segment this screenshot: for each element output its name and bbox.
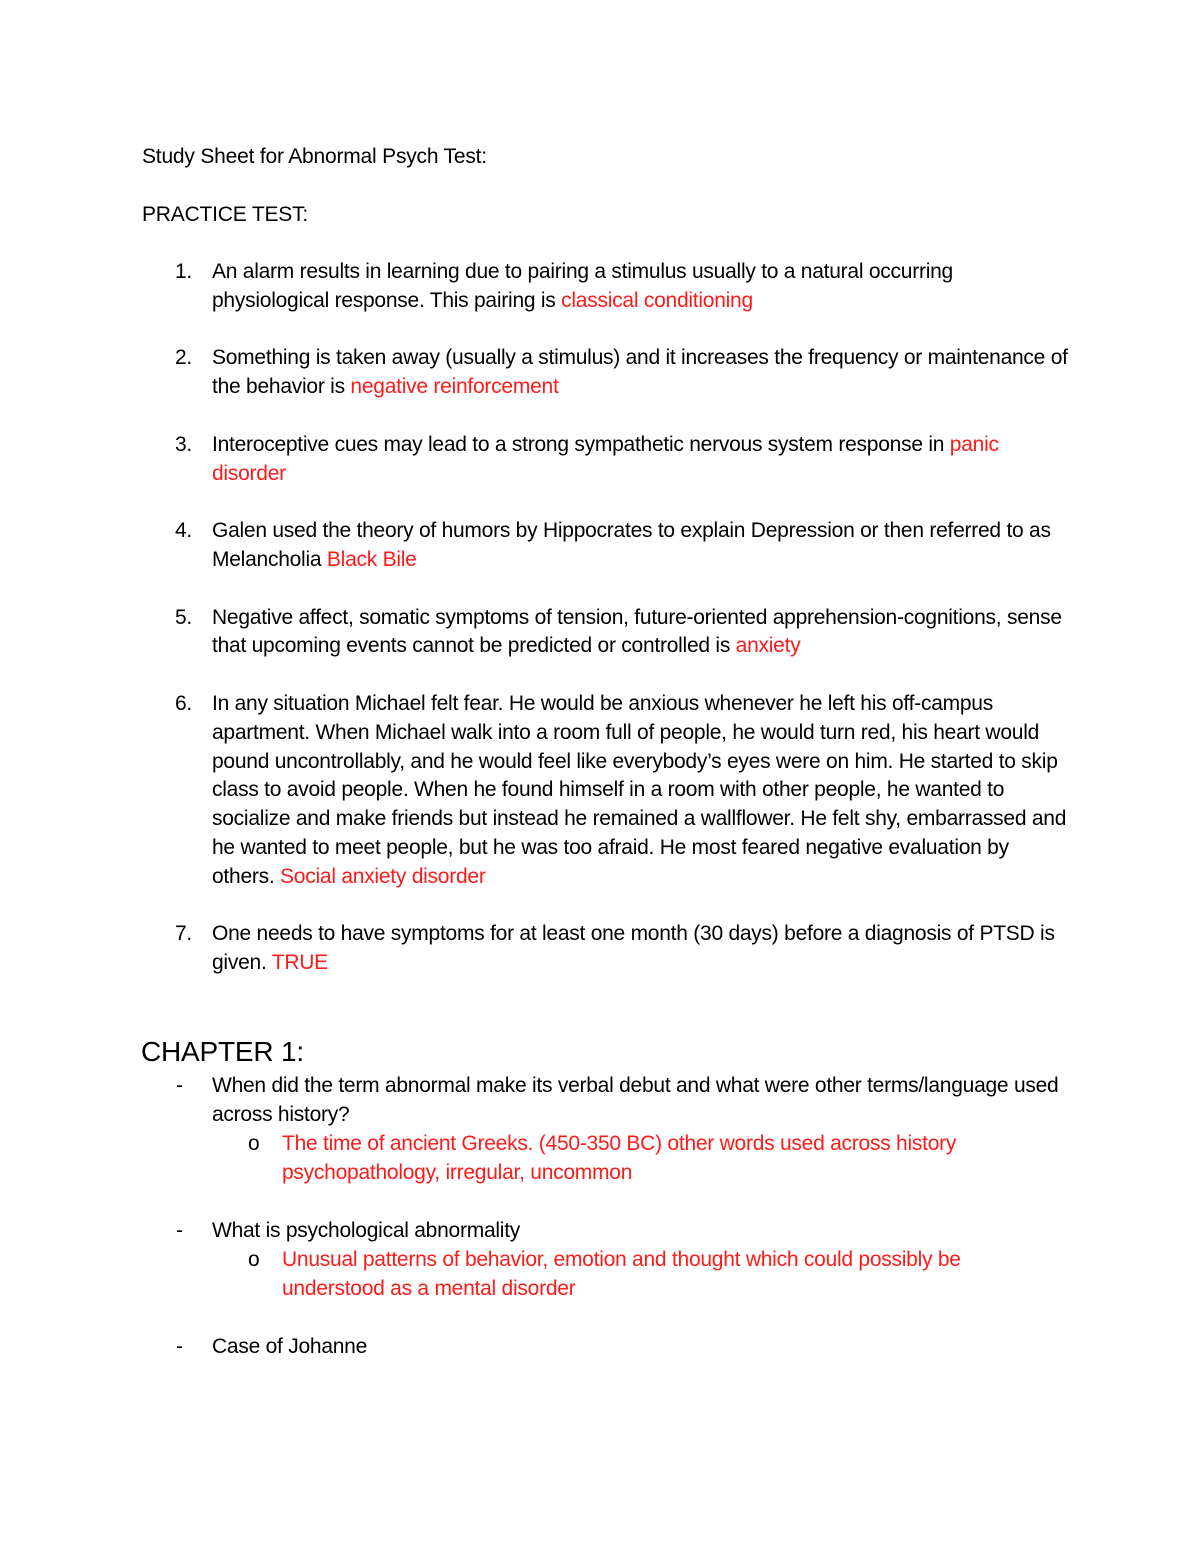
question-text: In any situation Michael felt fear. He would be anxious whenever he left his off-campus apartment. When Michael walk into a room full of people, he would turn red, his heart would pound uncontrollably, and he would feel like everybody’s eyes were on him. He started to skip class to avoid people. When he found himself in a room with other people, he wanted to socialize and make friends but instead he remained a wallflower. He felt shy, embarrassed and he wanted to meet people, but he was too afraid. He most feared negative evaluation by others. bbox=[212, 691, 1067, 888]
question-item-6 bbox=[0, 690, 1072, 892]
bullet-item-1 bbox=[0, 1071, 1072, 1187]
practice-question-list bbox=[0, 258, 1200, 1007]
question-answer: Social anxiety disorder bbox=[280, 864, 486, 888]
practice-test-label: PRACTICE TEST: bbox=[142, 203, 309, 226]
question-number: 5. bbox=[175, 605, 193, 629]
question-number: 2. bbox=[175, 346, 193, 370]
bullet-item-2 bbox=[0, 1216, 1072, 1303]
sub-bullet bbox=[212, 1245, 1042, 1303]
sub-bullet-answer: Unusual patterns of behavior, emotion and thought which could possibly be understood as a mental disorder bbox=[282, 1248, 961, 1300]
question-number: 7. bbox=[175, 922, 193, 946]
chapter-heading: CHAPTER 1: bbox=[141, 1036, 304, 1067]
bullet-item-3 bbox=[0, 1332, 1072, 1361]
question-item-2 bbox=[0, 344, 1072, 402]
question-text: One needs to have symptoms for at least one month (30 days) before a diagnosis of PTSD is given. bbox=[212, 922, 1055, 975]
bullet-text: When did the term abnormal make its verbal debut and what were other terms/language used across history? bbox=[212, 1074, 1059, 1126]
question-number: 4. bbox=[175, 519, 193, 543]
sub-bullet-marker: o bbox=[248, 1132, 260, 1155]
question-item-1 bbox=[0, 258, 1072, 316]
question-text: Negative affect, somatic symptoms of tension, future-oriented apprehension-cognitions, sense that upcoming events cannot be predicted or controlled is bbox=[212, 605, 1062, 658]
question-number: 6. bbox=[175, 691, 193, 715]
document-title: Study Sheet for Abnormal Psych Test: bbox=[142, 145, 487, 168]
question-number: 1. bbox=[175, 260, 193, 283]
question-item-5 bbox=[0, 604, 1072, 662]
question-number: 3. bbox=[175, 432, 193, 456]
question-answer: panic disorder bbox=[212, 432, 999, 485]
question-answer: negative reinforcement bbox=[350, 375, 559, 399]
sub-bullet-marker: o bbox=[248, 1248, 260, 1271]
question-text: Something is taken away (usually a stimulus) and it increases the frequency or maintenance of the behavior is bbox=[212, 346, 1068, 399]
question-answer: Black Bile bbox=[326, 547, 417, 571]
bullet-marker: - bbox=[176, 1219, 183, 1242]
question-answer: TRUE bbox=[271, 951, 328, 975]
question-text: Galen used the theory of humors by Hippocrates to explain Depression or then referred to as Melancholia bbox=[212, 519, 1051, 571]
question-item-4 bbox=[0, 517, 1072, 575]
question-answer: anxiety bbox=[735, 634, 801, 658]
sub-bullet-answer: The time of ancient Greeks. (450-350 BC) other words used across history psychopathology, irregular, uncommon bbox=[282, 1132, 957, 1184]
chapter-bullet-list bbox=[0, 1071, 1200, 1390]
bullet-text: What is psychological abnormality bbox=[212, 1219, 521, 1242]
sub-bullet bbox=[212, 1129, 1042, 1187]
question-text: An alarm results in learning due to pairing a stimulus usually to a natural occurring physiological response. This pairing is bbox=[212, 260, 953, 312]
question-answer: classical conditioning bbox=[561, 288, 753, 312]
bullet-text: Case of Johanne bbox=[212, 1335, 368, 1358]
bullet-marker: - bbox=[176, 1335, 183, 1358]
question-item-7 bbox=[0, 920, 1072, 978]
question-item-3 bbox=[0, 431, 1072, 489]
question-text: Interoceptive cues may lead to a strong sympathetic nervous system response in bbox=[212, 432, 950, 456]
bullet-marker: - bbox=[176, 1074, 183, 1097]
